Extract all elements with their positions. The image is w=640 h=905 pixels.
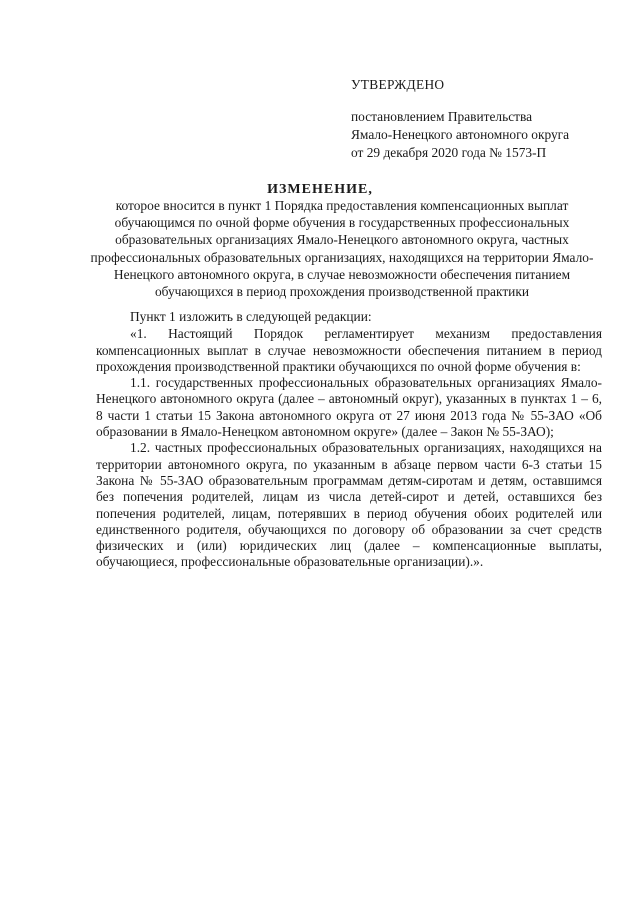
intro-paragraph: Пункт 1 изложить в следующей редакции: — [130, 309, 372, 324]
approval-line-3: от 29 декабря 2020 года № 1573-П — [351, 145, 547, 160]
approved-label: УТВЕРЖДЕНО — [351, 77, 445, 92]
paragraph-1-2: 1.2. частных профессиональных образовательных организациях, находящихся на территории автономного округа, по указанным в абзаце первом части 6-3 статьи 15 Закона № 55-ЗАО образовательным программам детям-сиротам и детям, оставшимся без попечения родителей, лицам из числа детей-сирот и детей, оставшихся без попечения родителей, лицам, потерявших в период обучения обоих родителей или единственного родителя, обучающихся по договору об образовании за счет средств физических и (или) юридических лиц (далее – компенсационные выплаты, обучающиеся, профессиональные образовательные организации).». — [96, 440, 602, 570]
paragraph-1-1: 1.1. государственных профессиональных образовательных организациях Ямало-Ненецкого автономного округа (далее – автономный округ), указанных в пунктах 1 – 6, 8 части 1 статьи 15 Закона автономного округа от 27 июня 2013 года № 55-ЗАО «Об образовании в Ямало-Ненецком автономном округе» (далее – Закон № 55-ЗАО); — [96, 375, 602, 440]
approval-line-2: Ямало-Ненецкого автономного округа — [351, 127, 570, 142]
approval-line-1: постановлением Правительства — [351, 109, 533, 124]
document-subtitle: которое вносится в пункт 1 Порядка предоставления компенсационных выплат обучающимся по очной форме обучения в государственных профессиональных образовательных организациях Ямало-Ненецкого автономного округа, частных профессиональных образовательных организациях, находящихся на территории Ямало-Ненецкого автономного округа, в случае невозможности обеспечения питанием обучающихся в период прохождения производственной практики — [90, 198, 594, 300]
document-title: ИЗМЕНЕНИЕ, — [267, 182, 373, 197]
approval-stamp — [351, 76, 611, 162]
paragraph-1: «1. Настоящий Порядок регламентирует механизм предоставления компенсационных выплат в случае невозможности обеспечения питанием в период прохождения производственной практики обучающихся по очной форме обучения в: — [96, 326, 602, 374]
document-body — [96, 309, 602, 571]
